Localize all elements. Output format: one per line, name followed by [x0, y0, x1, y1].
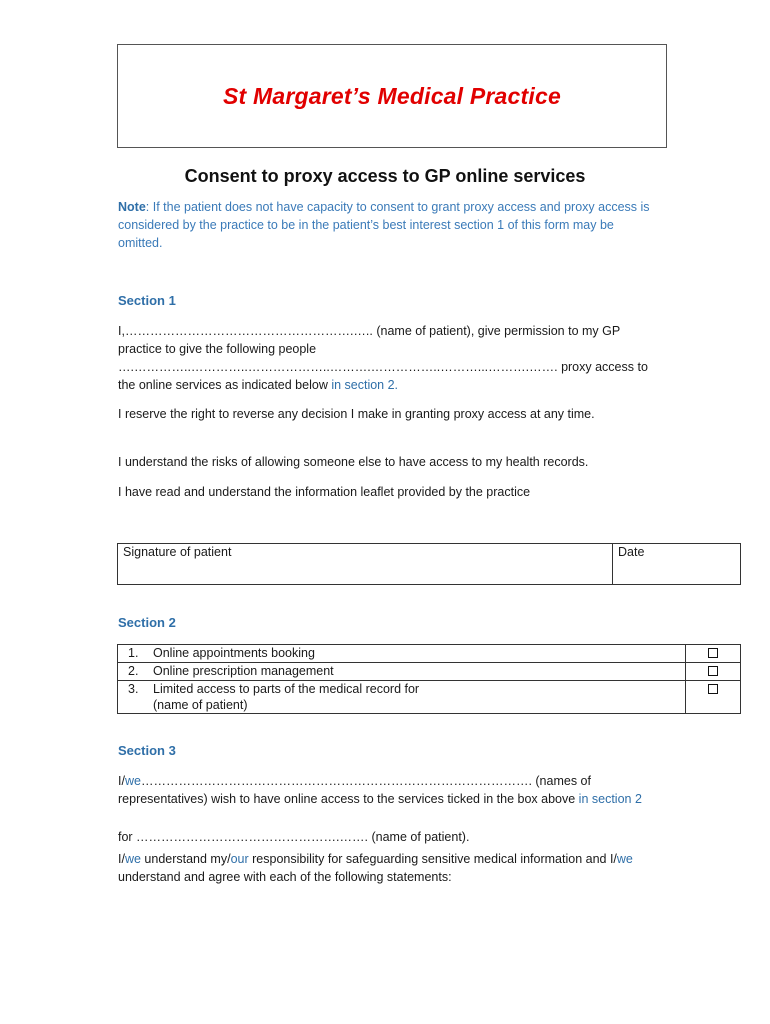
- date-label: Date: [618, 545, 645, 559]
- service-label-text: Limited access to parts of the medical record for: [153, 682, 420, 696]
- note-label: Note: [118, 200, 146, 214]
- service-checkbox-cell: [686, 645, 741, 663]
- appointments-checkbox[interactable]: [708, 648, 718, 658]
- text-our: our: [230, 852, 249, 866]
- section-2-reference: in section 2: [578, 792, 642, 806]
- representatives-paragraph: [118, 772, 658, 808]
- service-number: 1.: [118, 645, 149, 663]
- patient-signature-field[interactable]: [118, 544, 613, 585]
- text-agree: understand and agree with each of the following statements:: [118, 870, 452, 884]
- risks-paragraph: I understand the risks of allowing someone else to have access to my health records.: [118, 455, 589, 469]
- document-title: Consent to proxy access to GP online services: [184, 166, 586, 186]
- text-i: I/: [118, 852, 125, 866]
- service-number: 3.: [118, 681, 149, 714]
- date-field[interactable]: [613, 544, 741, 585]
- patient-name-line: for ………………………………………….……. (name of patient).: [118, 830, 470, 844]
- section-1-heading: Section 1: [118, 293, 176, 308]
- service-checkbox-cell: [686, 681, 741, 714]
- service-row: [118, 663, 741, 681]
- practice-header-box: [117, 44, 667, 148]
- service-number: 2.: [118, 663, 149, 681]
- consent-text: I,……………………………………………….….. (name of patient), give permission to my GP practice to give the following people ….…………..…………..………………..……….……………..………...……….……. proxy access to the online services as indicated below: [118, 324, 648, 392]
- medical-record-checkbox[interactable]: [708, 684, 718, 694]
- representatives-text: …………………………………………………………………………………. (names of representatives) wish to have online access to the services ticked in the box above: [118, 774, 591, 806]
- prescription-checkbox[interactable]: [708, 666, 718, 676]
- service-row: [118, 645, 741, 663]
- service-label-sub: (name of patient): [153, 698, 248, 712]
- service-checkbox-cell: [686, 663, 741, 681]
- responsibility-paragraph: [118, 850, 658, 886]
- service-label: [148, 681, 686, 714]
- practice-name: St Margaret’s Medical Practice: [223, 82, 561, 109]
- section-1-consent-paragraph: [118, 322, 658, 394]
- text-i: I/: [118, 774, 125, 788]
- reverse-decision-paragraph: I reserve the right to reverse any decision I make in granting proxy access at any time.: [118, 407, 595, 421]
- note-paragraph: [118, 198, 658, 252]
- service-label: Online prescription management: [148, 663, 686, 681]
- text-we: we: [124, 852, 141, 866]
- leaflet-paragraph: I have read and understand the information leaflet provided by the practice: [118, 485, 531, 499]
- section-2-heading: Section 2: [118, 615, 176, 630]
- text-responsibility: responsibility for safeguarding sensitive medical information and I/: [248, 852, 617, 866]
- text-we: we: [124, 774, 141, 788]
- signature-table: [117, 543, 741, 585]
- text-we: we: [616, 852, 633, 866]
- service-label: Online appointments booking: [148, 645, 686, 663]
- signature-label: Signature of patient: [123, 545, 232, 559]
- services-table: [117, 644, 741, 714]
- note-text: : If the patient does not have capacity to consent to grant proxy access and proxy access is considered by the practice to be in the patient’s best interest section 1 of this form may be omitted.: [118, 200, 650, 250]
- section-2-reference: in section 2.: [331, 378, 399, 392]
- service-row: [118, 681, 741, 714]
- section-3-heading: Section 3: [118, 743, 176, 758]
- text-understand: understand my/: [140, 852, 231, 866]
